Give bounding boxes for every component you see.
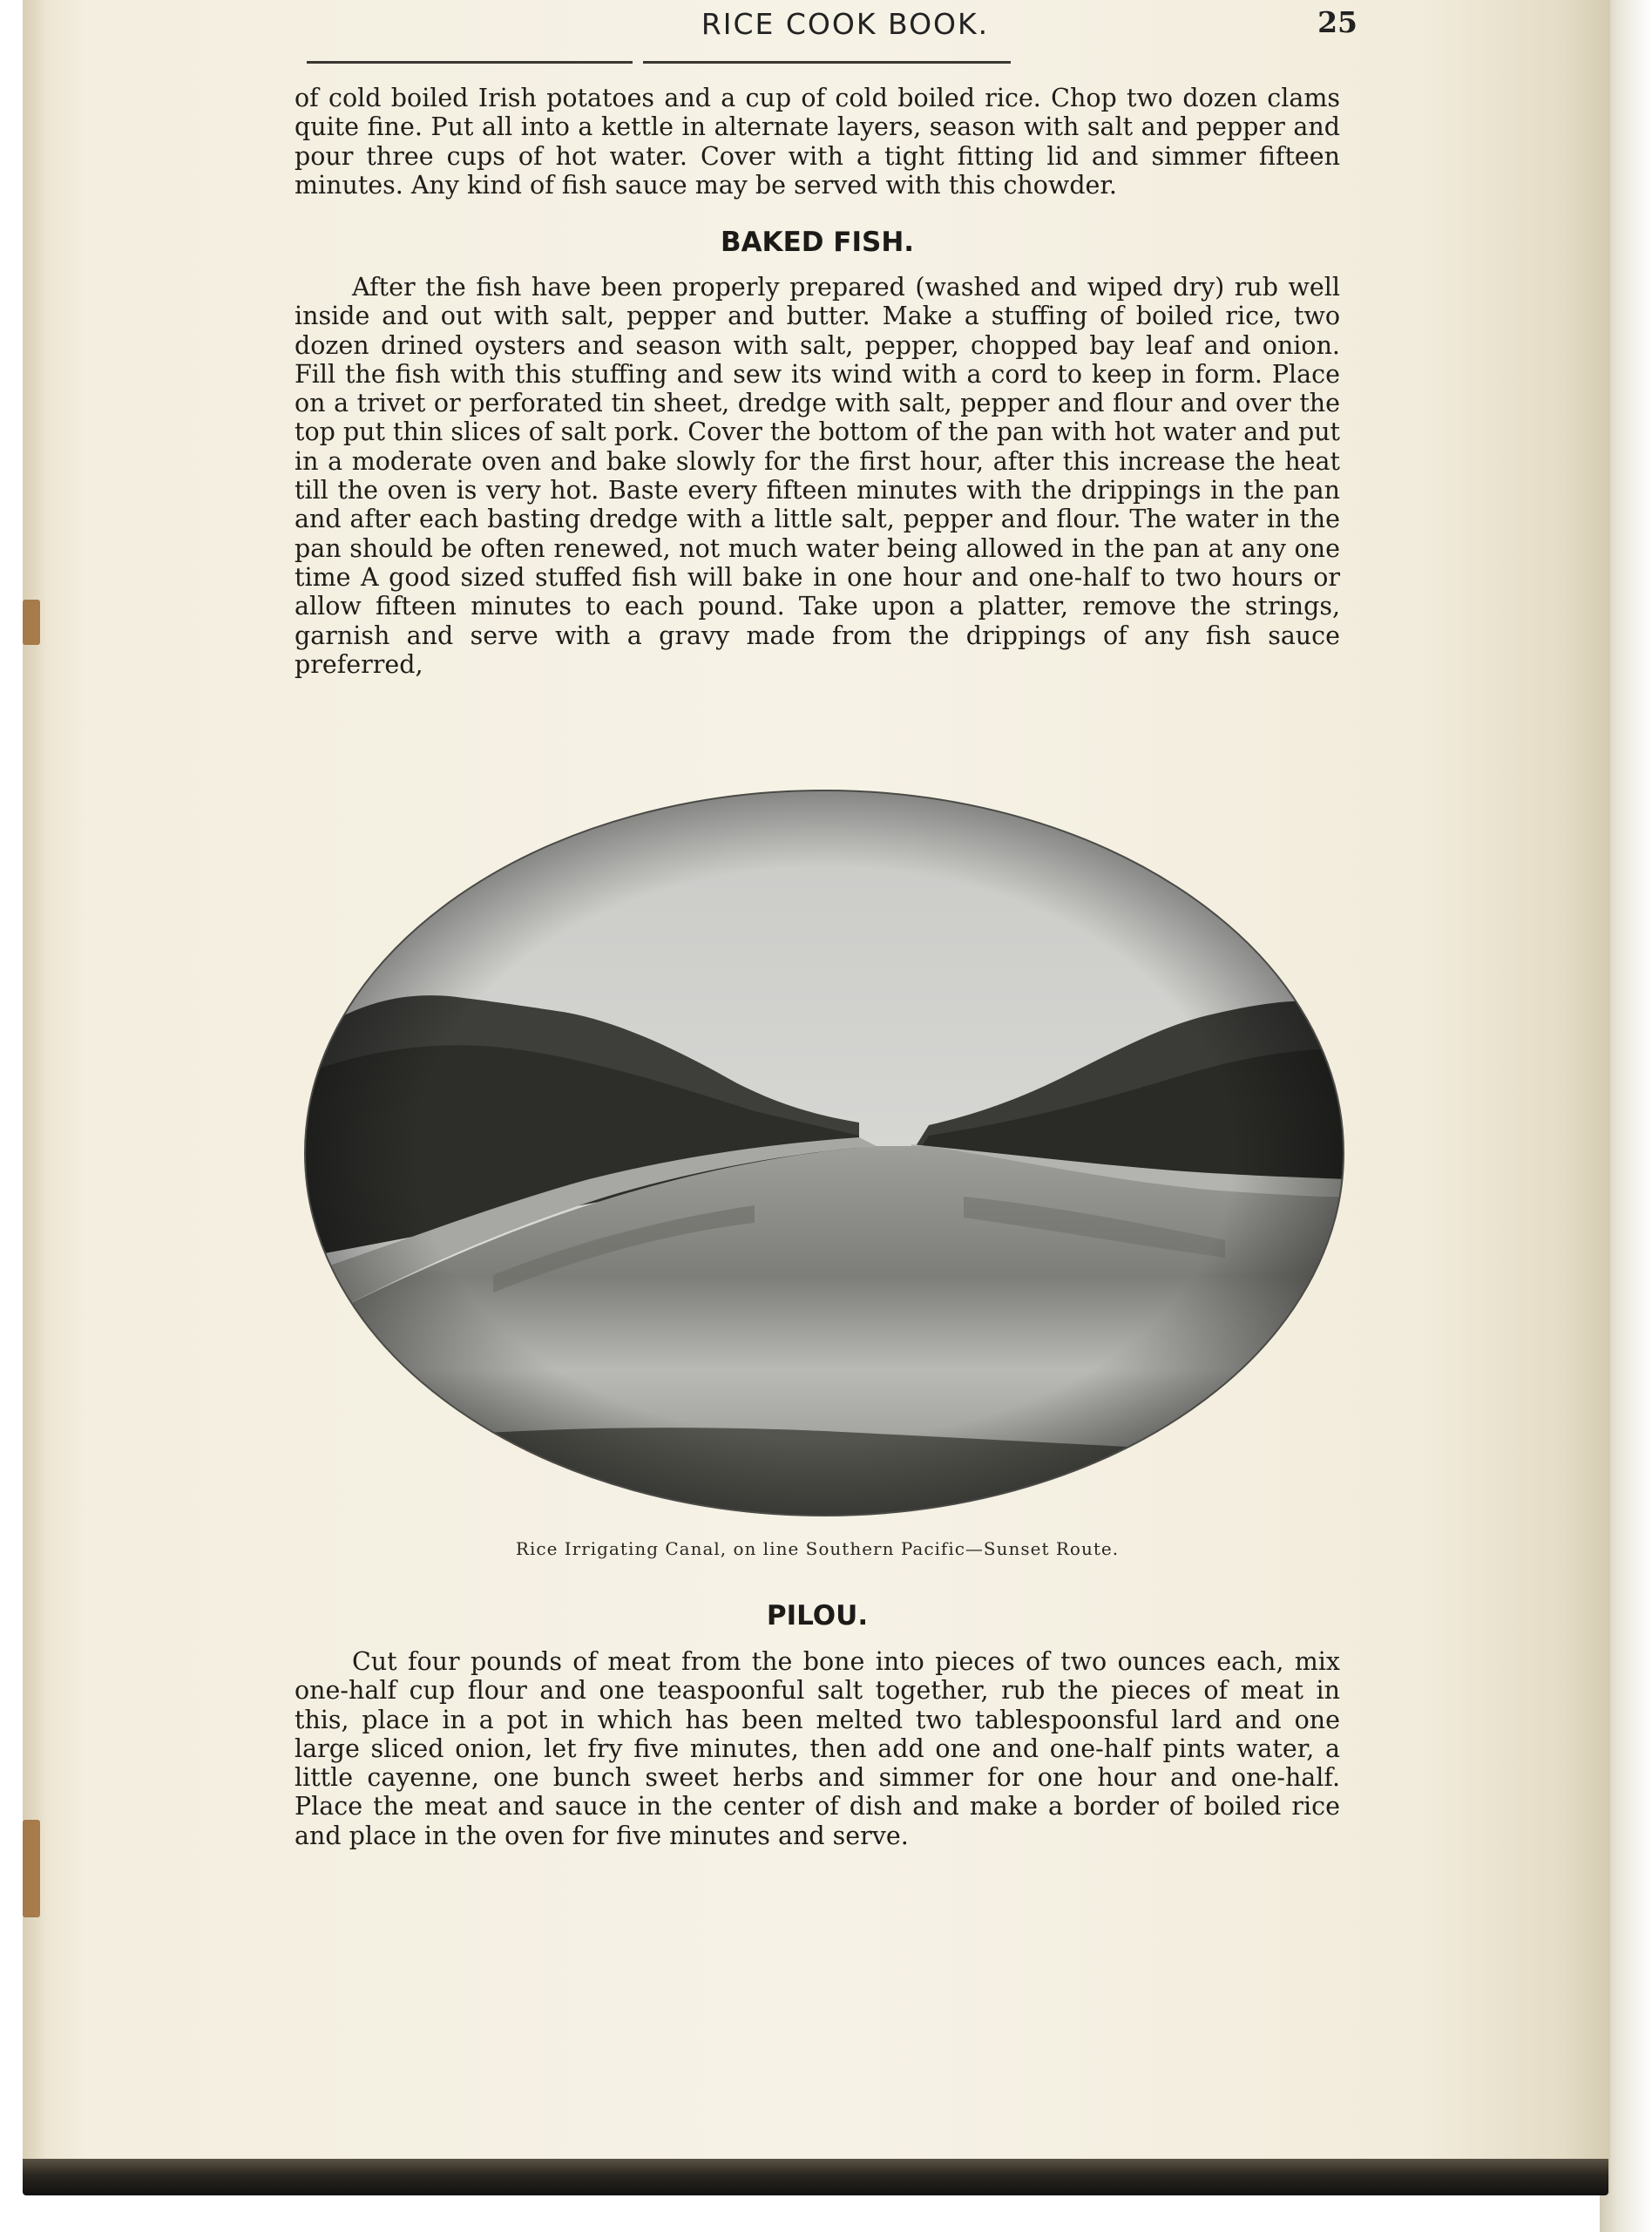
running-header: RICE COOK BOOK. [701, 7, 990, 41]
book-bottom-edge [23, 2159, 1608, 2195]
staple-top [23, 600, 40, 645]
pilou-paragraph: Cut four pounds of meat from the bone into pieces of two ounces each, mix one-half cup flour and one teaspoonful salt together, rub the pieces of meat in this, place in a pot in which has been melted two tablespoonsful lard and one large sliced onion, let fry five minutes, then add one and one-half pints water, a little cayenne, one bunch sweet herbs and simmer for one hour and one-half. Place the meat and sauce in the center of dish and make a border of boiled rice and place in the oven for five minutes and serve. [295, 1647, 1340, 1850]
continuation-paragraph: of cold boiled Irish potatoes and a cup of cold boiled rice. Chop two dozen clams quite fine. Put all into a kettle in alternate layers, season with salt and pepper and pour three cups of hot water. Cover with a tight fitting lid and simmer fifteen minutes. Any kind of fish sauce may be served with this chowder. [295, 84, 1340, 200]
chowder-continuation [295, 84, 1340, 232]
photo-caption: Rice Irrigating Canal, on line Southern Pacific—Sunset Route. [515, 1538, 1120, 1559]
section-heading-baked-fish: BAKED FISH. [720, 227, 915, 258]
header-rule-left [307, 61, 633, 64]
staple-bottom [23, 1820, 40, 1917]
section-heading-pilou: PILOU. [766, 1600, 869, 1632]
page-number: 25 [1317, 5, 1357, 39]
baked-fish-recipe [295, 273, 1340, 691]
canal-photograph [301, 787, 1347, 1519]
baked-fish-paragraph: After the fish have been properly prepared (washed and wiped dry) rub well inside and out with salt, pepper and butter. Make a stuffing of boiled rice, two dozen drined oysters and season with salt, pepper, chopped bay leaf and onion. Fill the fish with this stuffing and sew its wind with a cord to keep in form. Place on a trivet or perforated tin sheet, dredge with salt, pepper and flour and over the top put thin slices of salt pork. Cover the bottom of the pan with hot water and put in a moderate oven and bake slowly for the first hour, after this increase the heat till the oven is very hot. Baste every fifteen minutes with the drippings in the pan and after each basting dredge with a little salt, pepper and flour. The water in the pan should be often renewed, not much water being allowed in the pan at any one time A good sized stuffed fish will bake in one hour and one-half to two hours or allow fifteen minutes to each pound. Take upon a platter, remove the strings, garnish and serve with a gravy made from the drippings of any fish sauce preferred, [295, 273, 1340, 679]
pilou-recipe [295, 1647, 1340, 1865]
header-rule-right [643, 61, 1011, 64]
